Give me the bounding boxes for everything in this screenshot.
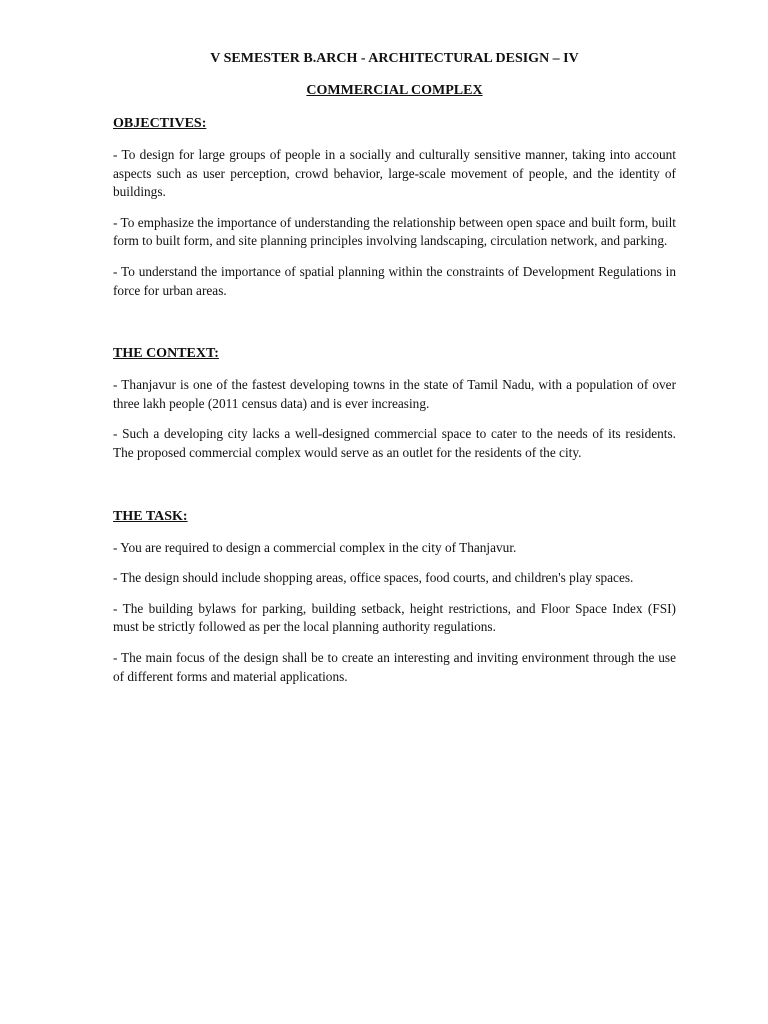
task-paragraph-2: - The design should include shopping areas, office spaces, food courts, and children's play spaces. xyxy=(113,570,634,586)
task-paragraph-4: - The main focus of the design shall be to create an interesting and inviting environment through the use of different forms and material applications. xyxy=(113,649,676,684)
task-paragraph-1: - You are required to design a commercial complex in the city of Thanjavur. xyxy=(113,539,517,555)
document-title: V SEMESTER B.ARCH - ARCHITECTURAL DESIGN – IV xyxy=(210,51,579,66)
document-page xyxy=(113,50,676,686)
document-subtitle: COMMERCIAL COMPLEX xyxy=(306,83,483,98)
context-paragraph-2: - Such a developing city lacks a well-designed commercial space to cater to the needs of its residents. The proposed commercial complex would serve as an outlet for the residents of the city. xyxy=(113,426,676,460)
objectives-paragraph-3: - To understand the importance of spatial planning within the constraints of Development Regulations in force for urban areas. xyxy=(113,263,676,298)
objectives-paragraph-1: - To design for large groups of people in a socially and culturally sensitive manner, taking into account aspects such as user perception, crowd behavior, large-scale movement of people, and the identity of buildings. xyxy=(113,147,676,200)
objectives-heading: OBJECTIVES: xyxy=(113,116,207,131)
context-heading: THE CONTEXT: xyxy=(113,346,219,362)
context-paragraph-1: - Thanjavur is one of the fastest developing towns in the state of Tamil Nadu, with a population of over three lakh people (2011 census data) and is ever increasing. xyxy=(113,377,676,411)
task-heading: THE TASK: xyxy=(113,508,188,524)
task-paragraph-3: - The building bylaws for parking, building setback, height restrictions, and Floor Space Index (FSI) must be strictly followed as per the local planning authority regulations. xyxy=(113,600,676,635)
objectives-paragraph-2: - To emphasize the importance of understanding the relationship between open space and built form, built form to built form, and site planning principles involving landscaping, circulation network, and parking. xyxy=(113,214,676,249)
